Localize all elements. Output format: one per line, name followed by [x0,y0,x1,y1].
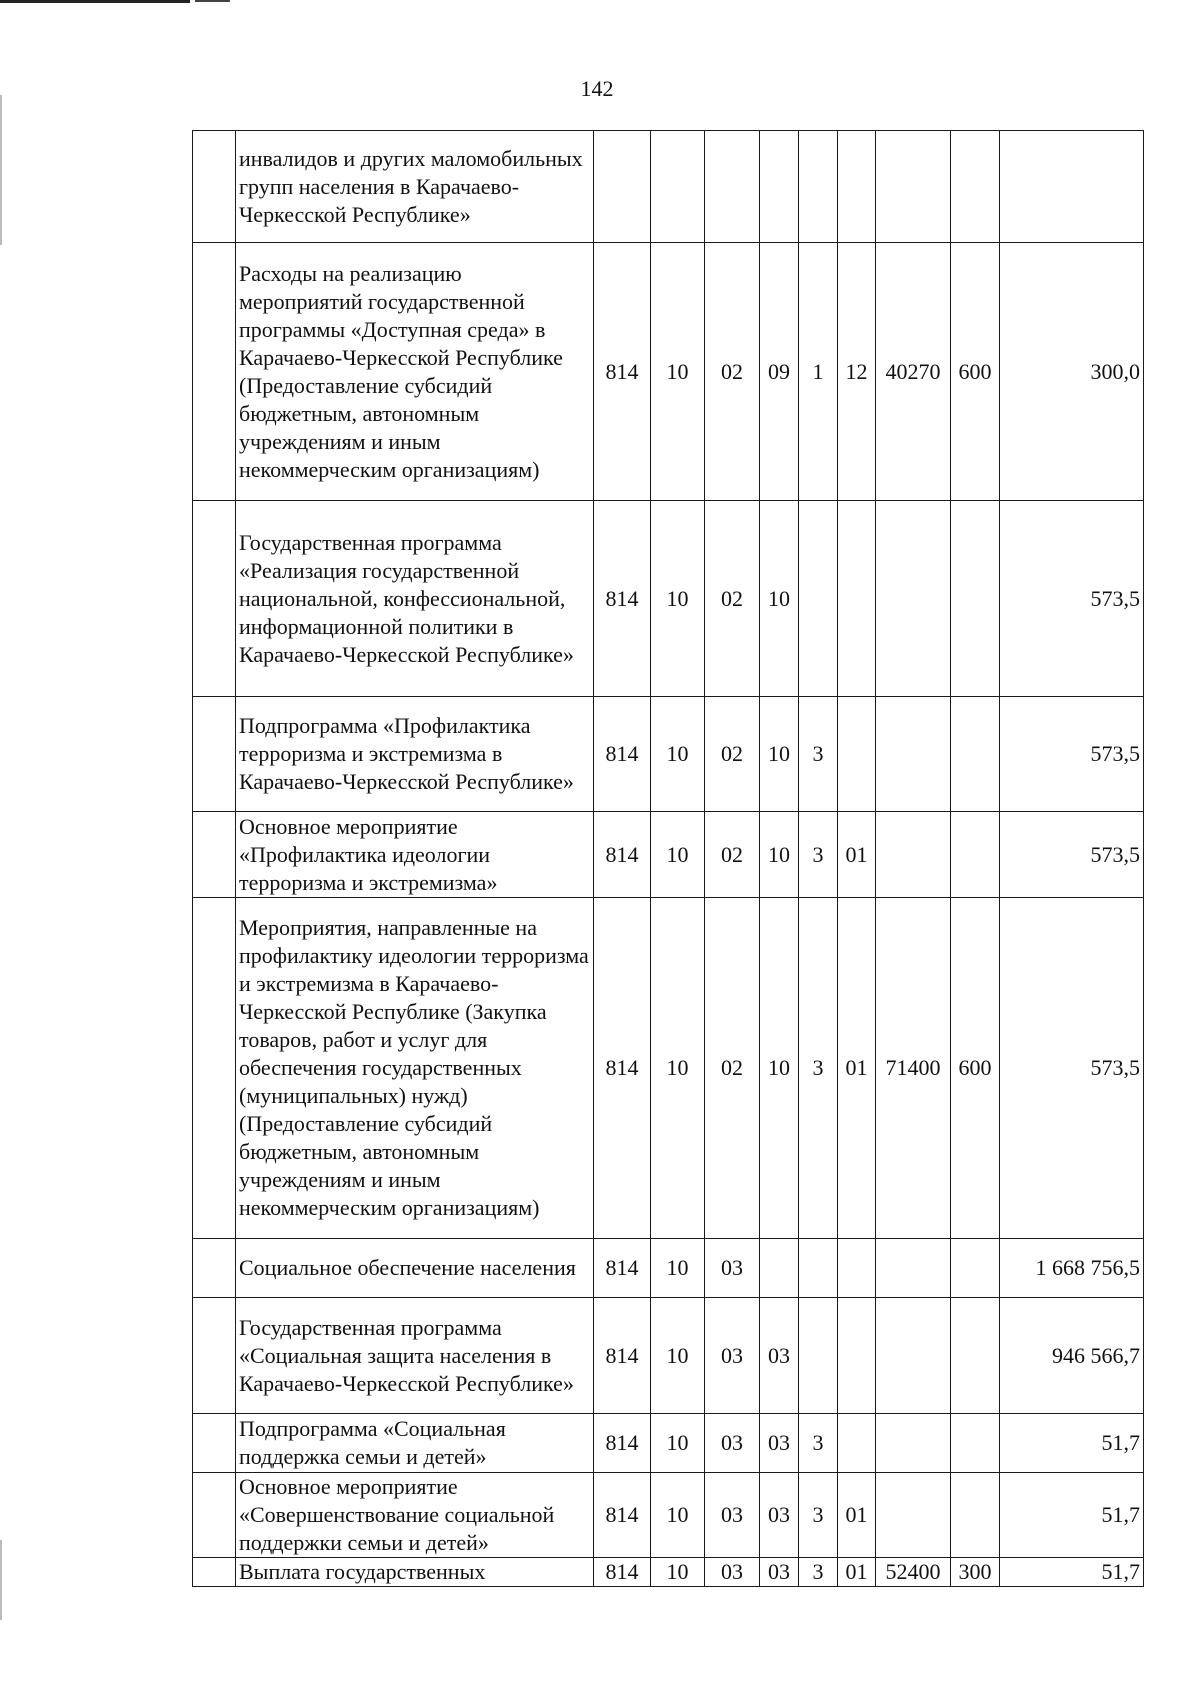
code-expense-type-cell [951,131,1000,243]
code-expense-type-cell [951,1414,1000,1473]
code-pr-cell: 03 [705,1473,760,1558]
code-rz-cell: 10 [651,1239,705,1298]
row-sum-cell: 573,5 [1000,812,1144,898]
code-program-cell [760,1239,799,1298]
code-program-cell [760,131,799,243]
row-number-cell [193,812,236,898]
scan-margin-mark [0,95,2,245]
scan-edge-line [0,0,190,3]
table-row [193,1558,1144,1587]
row-name-cell: Подпрограмма «Профилактика терроризма и экстремизма в Карачаево-Черкесской Республике» [236,697,594,812]
code-direction-cell [876,1414,951,1473]
row-sum-cell: 51,7 [1000,1414,1144,1473]
code-direction-cell [876,501,951,697]
code-pr-cell [705,131,760,243]
row-sum-cell: 51,7 [1000,1558,1144,1587]
code-direction-cell: 40270 [876,243,951,501]
code-expense-type-cell: 600 [951,243,1000,501]
code-event-cell [838,1298,876,1414]
code-pr-cell: 03 [705,1239,760,1298]
code-gr-cell: 814 [594,1298,651,1414]
code-expense-type-cell [951,1239,1000,1298]
row-name-cell: Государственная программа «Реализация государственной национальной, конфессиональной, информационной политики в Карачаево-Черкесской Республике» [236,501,594,697]
row-sum-cell: 1 668 756,5 [1000,1239,1144,1298]
code-rz-cell: 10 [651,697,705,812]
row-sum-cell: 573,5 [1000,501,1144,697]
code-program-cell: 03 [760,1414,799,1473]
code-subprogram-cell: 3 [799,1558,838,1587]
code-direction-cell: 71400 [876,898,951,1239]
code-event-cell: 01 [838,1558,876,1587]
row-number-cell [193,1473,236,1558]
code-gr-cell: 814 [594,1558,651,1587]
row-name-cell: Государственная программа «Социальная защита населения в Карачаево-Черкесской Республике» [236,1298,594,1414]
row-number-cell [193,1239,236,1298]
code-rz-cell: 10 [651,1298,705,1414]
code-event-cell [838,1239,876,1298]
code-program-cell: 10 [760,812,799,898]
code-event-cell: 12 [838,243,876,501]
code-pr-cell: 02 [705,243,760,501]
table-row [193,1473,1144,1558]
row-sum-cell: 946 566,7 [1000,1298,1144,1414]
row-sum-cell [1000,131,1144,243]
code-program-cell: 03 [760,1298,799,1414]
code-direction-cell [876,1473,951,1558]
row-name-cell: Подпрограмма «Социальная поддержка семьи и детей» [236,1414,594,1473]
row-number-cell [193,131,236,243]
code-subprogram-cell [799,131,838,243]
row-number-cell [193,1298,236,1414]
code-direction-cell [876,131,951,243]
code-pr-cell: 02 [705,501,760,697]
code-rz-cell: 10 [651,243,705,501]
code-pr-cell: 03 [705,1558,760,1587]
code-program-cell: 03 [760,1558,799,1587]
table-row [193,243,1144,501]
code-event-cell: 01 [838,898,876,1239]
row-name-cell: Основное мероприятие «Профилактика идеологии терроризма и экстремизма» [236,812,594,898]
code-expense-type-cell: 300 [951,1558,1000,1587]
table-row [193,898,1144,1239]
code-pr-cell: 02 [705,812,760,898]
table-row [193,131,1144,243]
code-gr-cell: 814 [594,697,651,812]
code-subprogram-cell [799,501,838,697]
code-direction-cell [876,1298,951,1414]
code-pr-cell: 02 [705,697,760,812]
row-number-cell [193,1558,236,1587]
code-event-cell [838,501,876,697]
code-pr-cell: 03 [705,1298,760,1414]
table-row [193,1239,1144,1298]
code-subprogram-cell: 3 [799,898,838,1239]
code-expense-type-cell [951,812,1000,898]
code-event-cell [838,1414,876,1473]
code-subprogram-cell: 3 [799,1473,838,1558]
scan-edge-line [195,0,230,2]
table-row [193,1414,1144,1473]
code-event-cell: 01 [838,812,876,898]
code-rz-cell: 10 [651,1414,705,1473]
code-expense-type-cell [951,1298,1000,1414]
code-expense-type-cell [951,1473,1000,1558]
scan-margin-mark [0,1540,2,1620]
code-direction-cell [876,812,951,898]
code-rz-cell: 10 [651,1473,705,1558]
code-event-cell: 01 [838,1473,876,1558]
row-sum-cell: 300,0 [1000,243,1144,501]
code-program-cell: 03 [760,1473,799,1558]
code-event-cell [838,131,876,243]
row-name-cell: инвалидов и других маломобильных групп населения в Карачаево-Черкесской Республике» [236,131,594,243]
row-name-cell: Социальное обеспечение населения [236,1239,594,1298]
code-direction-cell: 52400 [876,1558,951,1587]
table-row [193,812,1144,898]
row-name-cell: Расходы на реализацию мероприятий государственной программы «Доступная среда» в Карачаево-Черкесской Республике (Предоставление субсидий бюджетным, автономным учреждениям и иным некоммерческим организациям) [236,243,594,501]
code-direction-cell [876,697,951,812]
code-event-cell [838,697,876,812]
code-subprogram-cell [799,1239,838,1298]
code-subprogram-cell: 1 [799,243,838,501]
row-number-cell [193,697,236,812]
code-expense-type-cell: 600 [951,898,1000,1239]
code-gr-cell: 814 [594,243,651,501]
code-program-cell: 10 [760,697,799,812]
row-number-cell [193,243,236,501]
table-row [193,1298,1144,1414]
code-rz-cell [651,131,705,243]
code-rz-cell: 10 [651,501,705,697]
row-sum-cell: 573,5 [1000,697,1144,812]
code-rz-cell: 10 [651,812,705,898]
row-number-cell [193,501,236,697]
table-row [193,697,1144,812]
row-sum-cell: 573,5 [1000,898,1144,1239]
code-pr-cell: 02 [705,898,760,1239]
code-subprogram-cell: 3 [799,1414,838,1473]
code-gr-cell [594,131,651,243]
row-name-cell: Выплата государственных [236,1558,594,1587]
code-gr-cell: 814 [594,1414,651,1473]
code-program-cell: 10 [760,501,799,697]
code-expense-type-cell [951,697,1000,812]
code-rz-cell: 10 [651,898,705,1239]
code-gr-cell: 814 [594,501,651,697]
row-number-cell [193,898,236,1239]
code-subprogram-cell: 3 [799,812,838,898]
code-program-cell: 10 [760,898,799,1239]
code-rz-cell: 10 [651,1558,705,1587]
code-gr-cell: 814 [594,898,651,1239]
code-gr-cell: 814 [594,1473,651,1558]
page-number: 142 [580,76,614,101]
code-pr-cell: 03 [705,1414,760,1473]
code-direction-cell [876,1239,951,1298]
row-number-cell [193,1414,236,1473]
table-row [193,501,1144,697]
code-expense-type-cell [951,501,1000,697]
code-gr-cell: 814 [594,812,651,898]
row-sum-cell: 51,7 [1000,1473,1144,1558]
row-name-cell: Мероприятия, направленные на профилактику идеологии терроризма и экстремизма в Карачаево-Черкесской Республике (Закупка товаров, работ и услуг для обеспечения государственных (муниципальных) нужд) (Предоставление субсидий бюджетным, автономным учреждениям и иным некоммерческим организациям) [236,898,594,1239]
code-subprogram-cell [799,1298,838,1414]
budget-table [192,130,1144,1587]
code-gr-cell: 814 [594,1239,651,1298]
code-subprogram-cell: 3 [799,697,838,812]
row-name-cell: Основное мероприятие «Совершенствование социальной поддержки семьи и детей» [236,1473,594,1558]
code-program-cell: 09 [760,243,799,501]
